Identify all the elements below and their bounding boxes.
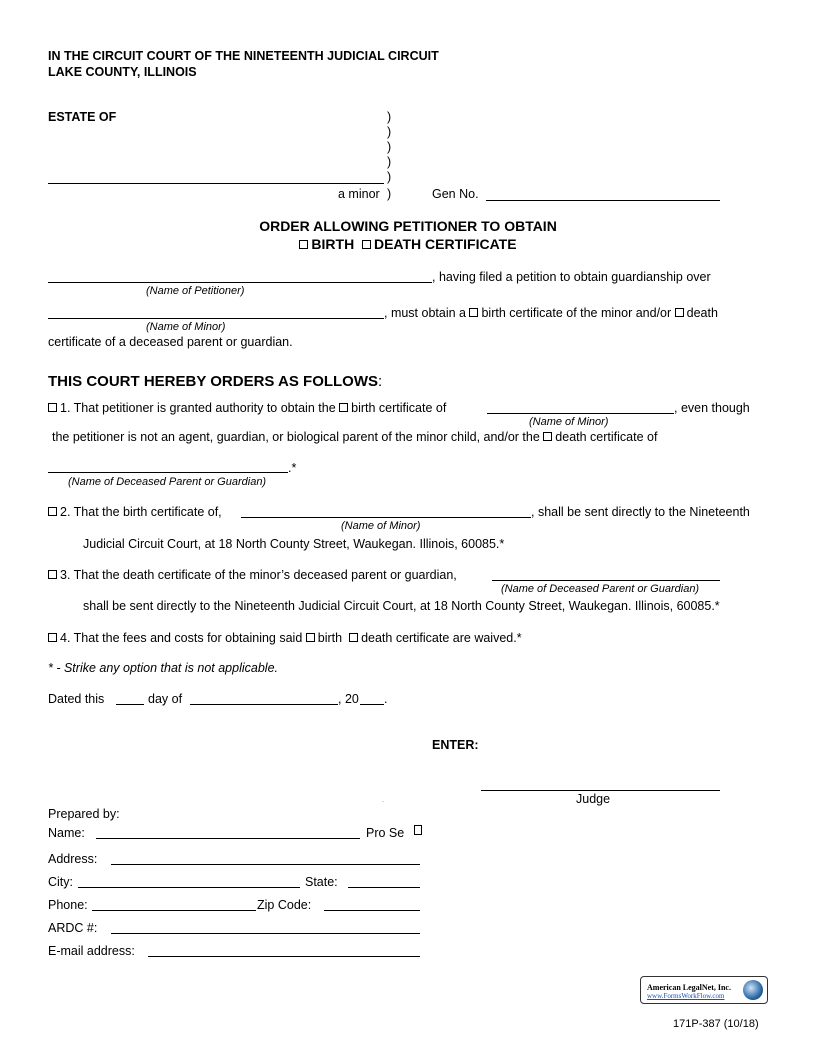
address-field[interactable]: [111, 864, 420, 865]
globe-icon: [743, 980, 763, 1000]
pro-se-label: Pro Se: [366, 826, 405, 840]
item4-birth-label: birth: [317, 631, 343, 645]
city-field[interactable]: [78, 887, 300, 888]
name-field[interactable]: [96, 838, 360, 839]
item2-line2: Judicial Circuit Court, at 18 North County Street, Waukegan. Illinois, 60085.*: [83, 537, 505, 551]
name-label: Name:: [48, 826, 85, 840]
item3-checkbox[interactable]: [48, 570, 57, 579]
death-label: death: [686, 306, 718, 320]
logo-company-name: American LegalNet, Inc.: [647, 983, 731, 992]
pro-se-checkbox[interactable]: [414, 824, 422, 837]
ardc-label: ARDC #:: [48, 921, 98, 935]
item1-death-label: death certificate of: [555, 430, 658, 444]
dated-period: .: [384, 692, 388, 706]
item1-end-mark: .*: [288, 461, 297, 475]
day-of-label: day of: [148, 692, 183, 706]
item3-line2: shall be sent directly to the Nineteenth Judicial Circuit Court, at 18 North County Street, Waukegan. Illinois, 60085.*: [83, 599, 720, 613]
item4-birth-checkbox[interactable]: [306, 633, 315, 642]
item1-line2-label: the petitioner is not an agent, guardian, or biological parent of the minor child, and/or the: [52, 430, 540, 444]
strike-note: * - Strike any option that is not applicable.: [48, 661, 278, 675]
intro-birth-checkbox[interactable]: [469, 308, 478, 317]
item2-name-of-minor-caption: (Name of Minor): [341, 520, 421, 532]
caption-paren: ): [387, 187, 392, 201]
address-label: Address:: [48, 852, 98, 866]
prepared-by-heading: Prepared by:: [48, 807, 120, 821]
court-name-line2: LAKE COUNTY, ILLINOIS: [48, 65, 197, 79]
item1-label: 1. That petitioner is granted authority to obtain the: [60, 401, 336, 415]
birth-checkbox[interactable]: [299, 240, 308, 249]
must-obtain-label: , must obtain a: [384, 306, 466, 320]
item2-minor-name-field[interactable]: [241, 517, 531, 518]
phone-field[interactable]: [92, 910, 256, 911]
item3-deceased-name-field[interactable]: [492, 580, 720, 581]
estate-name-field[interactable]: [48, 183, 384, 184]
caption-paren: ): [387, 170, 392, 184]
birth-cert-minor-label: birth certificate of the minor and/or: [481, 306, 672, 320]
item2-text: [48, 506, 222, 519]
birth-option-label: BIRTH: [311, 236, 355, 252]
having-filed-text: , having filed a petition to obtain guardianship over: [432, 270, 711, 284]
deceased-name-field[interactable]: [48, 472, 288, 473]
email-field[interactable]: [148, 956, 420, 957]
dated-this-label: Dated this: [48, 692, 105, 706]
estate-of-label: ESTATE OF: [48, 110, 117, 124]
caption-paren: ): [387, 110, 392, 124]
item4-text: [48, 632, 522, 645]
year-field[interactable]: [360, 704, 384, 705]
document-subtitle: [0, 237, 816, 251]
court-name-line1: IN THE CIRCUIT COURT OF THE NINETEENTH JUDICIAL CIRCUIT: [48, 49, 439, 63]
item3-name-deceased-caption: (Name of Deceased Parent or Guardian): [501, 583, 700, 595]
form-id: 171P-387 (10/18): [673, 1018, 759, 1030]
document-title: ORDER ALLOWING PETITIONER TO OBTAIN: [259, 218, 557, 234]
item1-birth-label: birth certificate of: [351, 401, 447, 415]
caption-paren: ): [387, 155, 392, 169]
zip-label: Zip Code:: [257, 898, 312, 912]
death-option-label: DEATH CERTIFICATE: [373, 236, 517, 252]
american-legalnet-logo[interactable]: [640, 976, 768, 1004]
name-of-petitioner-caption: (Name of Petitioner): [146, 285, 245, 297]
zip-field[interactable]: [324, 910, 420, 911]
email-label: E-mail address:: [48, 944, 135, 958]
city-label: City:: [48, 875, 73, 889]
certificate-of-text: certificate of a deceased parent or guardian.: [48, 335, 293, 349]
item3-label: 3. That the death certificate of the minor’s deceased parent or guardian,: [60, 568, 457, 582]
ardc-field[interactable]: [111, 933, 420, 934]
item2-label: 2. That the birth certificate of,: [60, 505, 222, 519]
item4-checkbox[interactable]: [48, 633, 57, 642]
phone-label: Phone:: [48, 898, 88, 912]
item1-line2: [52, 431, 657, 444]
state-field[interactable]: [348, 887, 420, 888]
item2-shall-be-sent: , shall be sent directly to the Nineteenth: [531, 505, 750, 519]
item2-checkbox[interactable]: [48, 507, 57, 516]
item1-name-of-minor-caption: (Name of Minor): [529, 416, 609, 428]
gen-no-label: Gen No.: [432, 187, 479, 201]
day-field[interactable]: [116, 704, 144, 705]
a-minor-label: a minor: [338, 187, 380, 201]
death-checkbox[interactable]: [362, 240, 371, 249]
name-of-minor-caption: (Name of Minor): [146, 321, 226, 333]
enter-label: ENTER:: [432, 738, 479, 752]
item1-minor-name-field[interactable]: [487, 413, 674, 414]
even-though-text: , even though: [674, 401, 750, 415]
item1-checkbox[interactable]: [48, 403, 57, 412]
petitioner-name-field[interactable]: [48, 282, 432, 283]
judge-signature-field[interactable]: [481, 790, 720, 791]
gen-no-field[interactable]: [486, 200, 720, 201]
stray-dot: .: [382, 795, 385, 804]
caption-paren: ): [387, 140, 392, 154]
item4-death-checkbox[interactable]: [349, 633, 358, 642]
state-label: State:: [305, 875, 338, 889]
item4-label: 4. That the fees and costs for obtaining said: [60, 631, 303, 645]
name-deceased-caption: (Name of Deceased Parent or Guardian): [68, 476, 267, 488]
logo-url[interactable]: www.FormsWorkFlow.com: [647, 992, 725, 1000]
item1-text: [48, 402, 446, 415]
month-field[interactable]: [190, 704, 338, 705]
must-obtain-text: [384, 307, 718, 320]
caption-paren: ): [387, 125, 392, 139]
intro-death-checkbox[interactable]: [675, 308, 684, 317]
judge-label: Judge: [576, 792, 611, 806]
item1-birth-checkbox[interactable]: [339, 403, 348, 412]
item1-death-checkbox[interactable]: [543, 432, 552, 441]
orders-heading: THIS COURT HEREBY ORDERS AS FOLLOWS:: [48, 373, 383, 390]
minor-name-field[interactable]: [48, 318, 384, 319]
year-label: , 20: [338, 692, 359, 706]
item3-text: [48, 569, 457, 582]
item4-death-label: death certificate are waived.*: [361, 631, 522, 645]
